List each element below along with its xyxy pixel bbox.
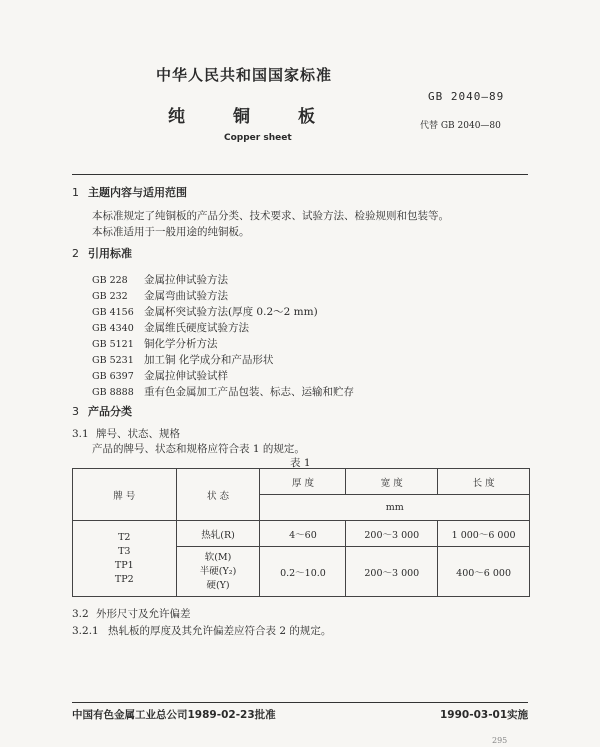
reference-code: GB 5231 [92, 355, 134, 366]
grade-item: T3 [118, 545, 131, 557]
subsection-3-1-title: 牌号、状态、规格 [96, 428, 180, 440]
table-state-hot: 热轧(R) [176, 521, 260, 547]
document-title: 纯铜板 [168, 107, 363, 127]
reference-title: 金属维氏硬度试验方法 [144, 322, 249, 334]
national-standard-heading: 中华人民共和国国家标准 [156, 66, 333, 84]
reference-code: GB 4340 [92, 323, 134, 334]
implementation-date: 1990-03-01实施 [440, 709, 529, 721]
table-header-width: 宽 度 [346, 469, 438, 495]
reference-code: GB 5121 [92, 339, 134, 350]
section-2-number: 2 [72, 247, 79, 260]
subsection-3-2-1-text: 热轧板的厚度及其允许偏差应符合表 2 的规定。 [108, 625, 332, 637]
footer-divider [72, 702, 528, 703]
section-1-number: 1 [72, 186, 79, 199]
grade-item: TP2 [114, 573, 134, 585]
subsection-3-2-heading [72, 606, 191, 621]
reference-code: GB 6397 [92, 371, 134, 382]
state-item: 半硬(Y₂) [199, 565, 237, 577]
table-1 [72, 468, 530, 597]
reference-code: GB 8888 [92, 387, 134, 398]
reference-item [92, 380, 354, 399]
section-1-paragraph-2: 本标准适用于一般用途的纯铜板。 [92, 226, 250, 238]
subsection-3-2-1 [72, 623, 331, 638]
subsection-3-1-text: 产品的牌号、状态和规格应符合表 1 的规定。 [92, 443, 305, 455]
grade-item: T2 [118, 531, 131, 543]
reference-code: GB 232 [92, 291, 128, 302]
section-3-number: 3 [72, 405, 79, 418]
reference-title: 重有色金属加工产品包装、标志、运输和贮存 [144, 386, 354, 398]
section-1-paragraph-1: 本标准规定了纯铜板的产品分类、技术要求、试验方法、检验规则和包装等。 [92, 210, 449, 222]
section-1-title: 主题内容与适用范围 [88, 186, 187, 199]
subsection-3-2-1-number: 3.2.1 [72, 625, 99, 637]
state-item: 软(M) [204, 551, 232, 563]
section-3-heading [72, 403, 132, 419]
subsection-3-2-number: 3.2 [72, 608, 89, 620]
grade-item: TP1 [114, 559, 134, 571]
approval-line: 中国有色金属工业总公司1989-02-23批准 [72, 709, 276, 721]
reference-title: 加工铜 化学成分和产品形状 [144, 354, 274, 366]
subsection-3-1-heading [72, 426, 180, 441]
section-3-title: 产品分类 [88, 405, 132, 418]
reference-code: GB 4156 [92, 307, 134, 318]
table-header-state: 状 态 [176, 469, 260, 521]
table-header-thickness: 厚 度 [260, 469, 346, 495]
reference-code: GB 228 [92, 275, 128, 286]
table-header-grade: 牌 号 [73, 469, 177, 521]
state-item: 硬(Y) [206, 579, 230, 591]
reference-title: 金属弯曲试验方法 [144, 290, 228, 302]
reference-title: 金属杯突试验方法(厚度 0.2～2 mm) [144, 306, 318, 318]
section-1-heading [72, 184, 187, 200]
table-state-cold [176, 547, 260, 597]
english-title: Copper sheet [224, 133, 292, 143]
standard-code: GB 2040—89 [428, 90, 505, 103]
subsection-3-1-number: 3.1 [72, 428, 89, 440]
table-thickness-cold: 0.2～10.0 [260, 547, 346, 597]
table-thickness-hot: 4～60 [260, 521, 346, 547]
table-length-hot: 1 000～6 000 [438, 521, 530, 547]
reference-title: 金属拉伸试验试样 [144, 370, 228, 382]
table-unit: mm [260, 495, 530, 521]
table-length-cold: 400～6 000 [438, 547, 530, 597]
table-grade-cell [73, 521, 177, 597]
table-header-length: 长 度 [438, 469, 530, 495]
table-width-cold: 200～3 000 [346, 547, 438, 597]
section-2-title: 引用标准 [88, 247, 132, 260]
section-2-heading [72, 245, 132, 261]
reference-title: 金属拉伸试验方法 [144, 274, 228, 286]
reference-title: 铜化学分析方法 [144, 338, 218, 350]
subsection-3-2-title: 外形尺寸及允许偏差 [96, 608, 191, 620]
table-width-hot: 200～3 000 [346, 521, 438, 547]
page-number: 295 [492, 736, 508, 745]
header-divider [72, 174, 528, 175]
table-1-caption: 表 1 [290, 457, 311, 469]
replaces-standard: 代替 GB 2040—80 [420, 121, 501, 131]
